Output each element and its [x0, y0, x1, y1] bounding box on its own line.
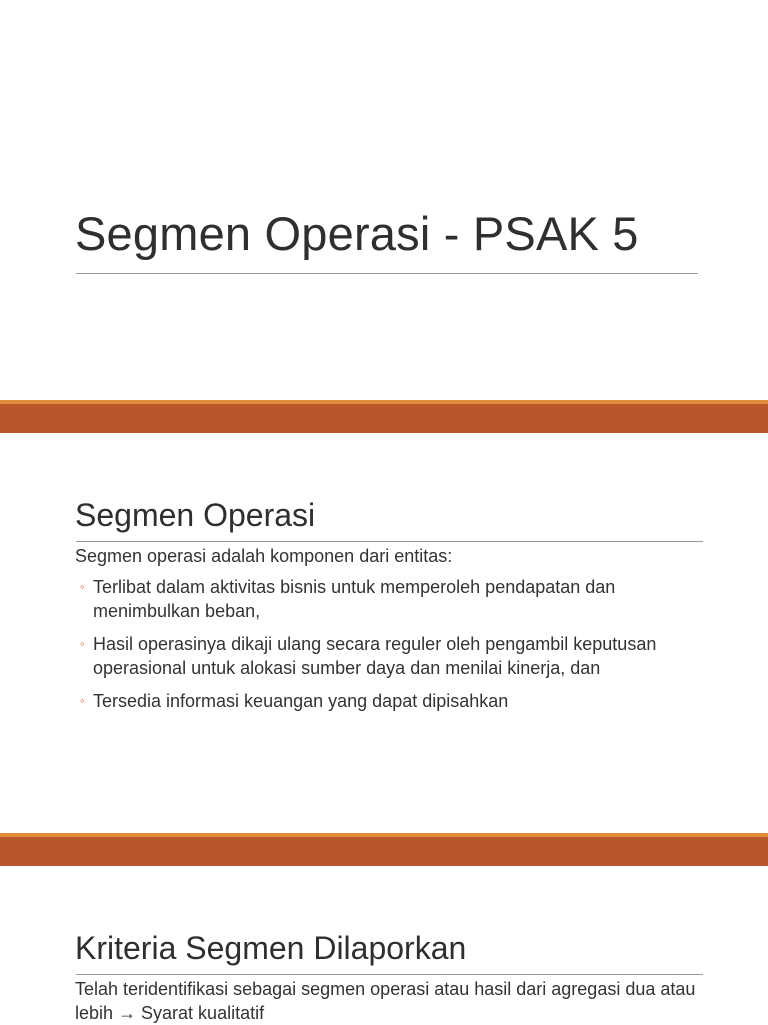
bullet-text: Hasil operasinya dikaji ulang secara reguler oleh pengambil keputusan operasional untuk alokasi sumber daya dan menilai kinerja, dan — [93, 634, 657, 678]
bullet-circle-icon: ◦ — [80, 636, 85, 651]
heading-underline — [76, 541, 703, 542]
bullet-circle-icon: ◦ — [80, 579, 85, 594]
heading-underline — [76, 974, 703, 975]
bullet-list — [80, 575, 705, 722]
title-underline — [76, 273, 698, 274]
kriteria-segmen-slide — [0, 866, 768, 1024]
slide-heading: Kriteria Segmen Dilaporkan — [75, 930, 467, 966]
bullet-item — [80, 632, 705, 680]
slide-title: Segmen Operasi - PSAK 5 — [75, 207, 639, 260]
slide-heading: Segmen Operasi — [75, 497, 316, 533]
bullet-text: Tersedia informasi keuangan yang dapat dipisahkan — [93, 691, 509, 711]
intro-text: Telah teridentifikasi sebagai segmen operasi atau hasil dari agregasi dua atau lebih → Syarat kualitatif — [75, 979, 696, 1023]
title-slide — [0, 0, 768, 400]
bullet-circle-icon: ◦ — [80, 693, 85, 708]
slide-separator-band — [0, 833, 768, 866]
segmen-operasi-slide — [0, 433, 768, 831]
bullet-item — [80, 689, 705, 713]
bullet-item — [80, 575, 705, 623]
bullet-text: Terlibat dalam aktivitas bisnis untuk memperoleh pendapatan dan menimbulkan beban, — [93, 577, 616, 621]
intro-text: Segmen operasi adalah komponen dari entitas: — [75, 546, 453, 566]
slide-separator-band — [0, 400, 768, 433]
